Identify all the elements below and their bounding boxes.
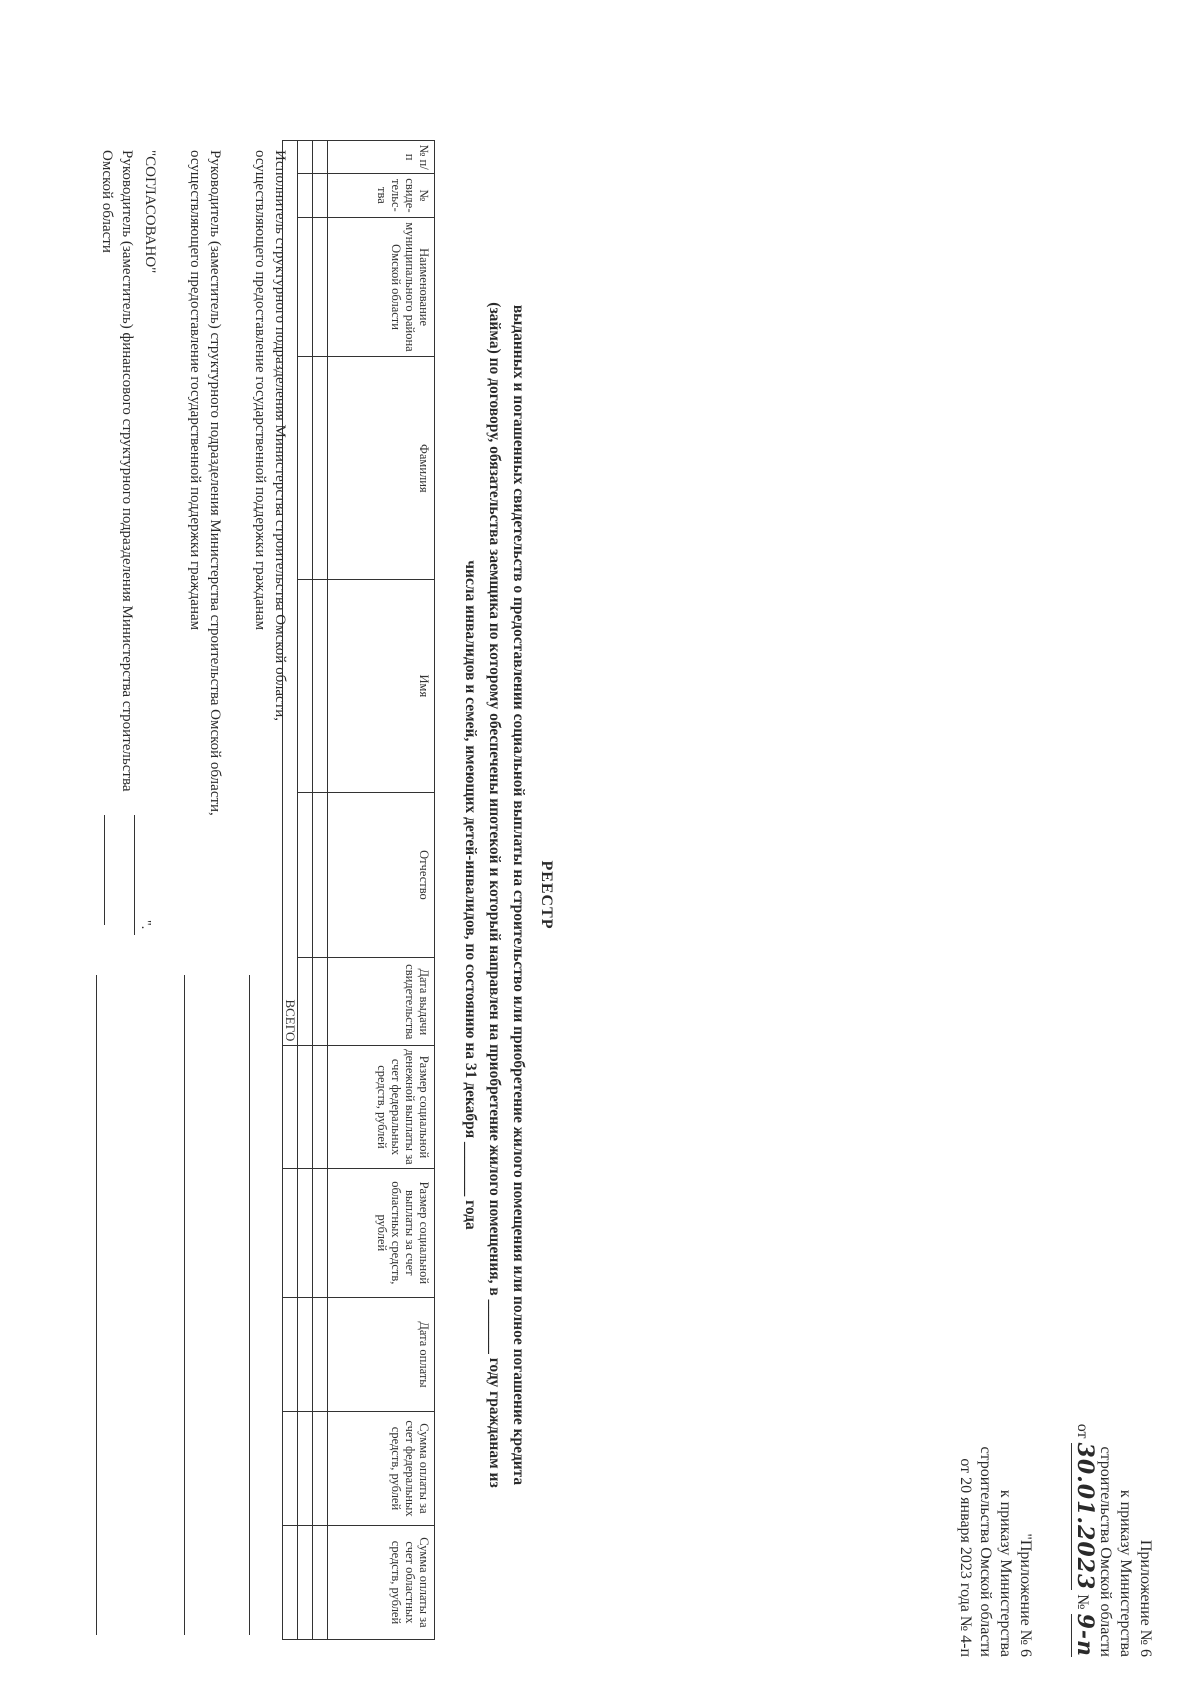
col-header: № свиде-тельс-тва	[328, 174, 435, 218]
table-cell	[283, 1412, 298, 1526]
subtitle-line3: числа инвалидов и семей, имеющих детей-инвалидов, по состоянию на 31 декабря _______ года	[462, 560, 479, 1230]
finance-signature-line	[96, 975, 97, 1635]
table-cell	[313, 580, 328, 792]
head-line1: Руководитель (заместитель) структурного подразделения Министерства строительства Омской области,	[207, 150, 223, 816]
total-label: ВСЕГО	[283, 141, 298, 1046]
col-header: Дата выдачи свидетельства	[328, 958, 435, 1046]
head-line2: осуществляющего предоставление государственной поддержки гражданам	[187, 150, 203, 631]
date-line	[104, 815, 105, 925]
table-cell	[313, 174, 328, 218]
handwritten-number: 9-п	[1072, 1613, 1098, 1657]
table-row	[298, 141, 313, 1640]
table-cell	[313, 792, 328, 958]
table-cell	[298, 1298, 313, 1412]
document-subtitle	[458, 185, 530, 1605]
table-cell	[298, 1525, 313, 1639]
document-page	[99, 115, 1155, 1675]
order-header-line2: к приказу Министерства	[1117, 1489, 1134, 1657]
col-header: Сумма оплаты за счет федеральных средств, рублей	[328, 1412, 435, 1526]
table-cell	[298, 217, 313, 357]
subtitle-line2: (займа) по договору, обязательства заемщика по которому обеспечены ипотекой и который направлен на приобретение жилого помещения, в _______ году гражданам из	[486, 302, 503, 1488]
order-header-line3: строительства Омской области	[1097, 1446, 1114, 1657]
table-cell	[298, 1168, 313, 1297]
date-line	[134, 815, 135, 935]
table-cell	[313, 958, 328, 1046]
finance-line2: Омской области	[99, 150, 115, 253]
table-cell	[298, 141, 313, 174]
col-header: Размер социальной выплаты за счет областных средств, рублей	[328, 1168, 435, 1297]
table-cell	[298, 1046, 313, 1168]
table-cell	[298, 792, 313, 958]
closing-quote: ".	[138, 920, 153, 930]
table-cell	[313, 1298, 328, 1412]
col-header: Фамилия	[328, 357, 435, 580]
appendix-header-line2: к приказу Министерства	[997, 1489, 1014, 1657]
table-cell	[298, 357, 313, 580]
register-table	[282, 140, 435, 1640]
table-cell	[283, 1298, 298, 1412]
table-cell	[298, 580, 313, 792]
col-header: Наименование муниципального района Омской области	[328, 217, 435, 357]
agreed-label: "СОГЛАСОВАНО"	[142, 150, 158, 274]
table-cell	[313, 217, 328, 357]
number-prefix: №	[1074, 1594, 1091, 1610]
table-cell	[313, 357, 328, 580]
handwritten-date: 30.01.2023	[1072, 1442, 1098, 1591]
finance-line1: Руководитель (заместитель) финансового структурного подразделения Министерства строительства	[119, 150, 135, 792]
table-row	[313, 141, 328, 1640]
executor-line1: Исполнитель структурного подразделения Министерства строительства Омской области,	[272, 150, 288, 721]
order-header	[1072, 1424, 1155, 1657]
finance-signature-block	[97, 150, 137, 792]
order-header-line1: Приложение № 6	[1137, 1539, 1154, 1657]
col-header: Сумма оплаты за счет областных средств, рублей	[328, 1525, 435, 1639]
table-cell	[283, 1046, 298, 1168]
table-cell	[298, 174, 313, 218]
head-signature-block	[185, 150, 225, 816]
table-header-row	[328, 141, 435, 1640]
table-cell	[313, 1168, 328, 1297]
executor-signature-block	[250, 150, 290, 721]
table-cell	[313, 1412, 328, 1526]
col-header: Отчество	[328, 792, 435, 958]
order-date-line	[1072, 1423, 1098, 1657]
appendix-header-line4: от 20 января 2023 года № 4-п	[957, 1458, 974, 1657]
date-prefix: от	[1074, 1423, 1091, 1439]
table-cell	[283, 1525, 298, 1639]
document-title: РЕЕСТР	[538, 860, 555, 930]
col-header: Дата оплаты	[328, 1298, 435, 1412]
table-cell	[298, 958, 313, 1046]
col-header: Имя	[328, 580, 435, 792]
table-cell	[313, 141, 328, 174]
subtitle-line1: выданных и погашенных свидетельств о предоставлении социальной выплаты на строительство или приобретение жилого помещения или полное погашение кредита	[510, 304, 527, 1486]
table-cell	[313, 1046, 328, 1168]
appendix-header-line3: строительства Омской области	[977, 1446, 994, 1657]
appendix-header	[955, 1446, 1035, 1657]
table-cell	[313, 1525, 328, 1639]
head-signature-line	[184, 975, 185, 1635]
col-header: № п/п	[328, 141, 435, 174]
col-header: Размер социальной денежной выплаты за счет федеральных средств, рублей	[328, 1046, 435, 1168]
appendix-header-line1: "Приложение № 6	[1017, 1533, 1034, 1657]
executor-signature-line	[249, 975, 250, 1635]
executor-line2: осуществляющего предоставление государственной поддержки гражданам	[252, 150, 268, 631]
table-cell	[298, 1412, 313, 1526]
table-cell	[283, 1168, 298, 1297]
